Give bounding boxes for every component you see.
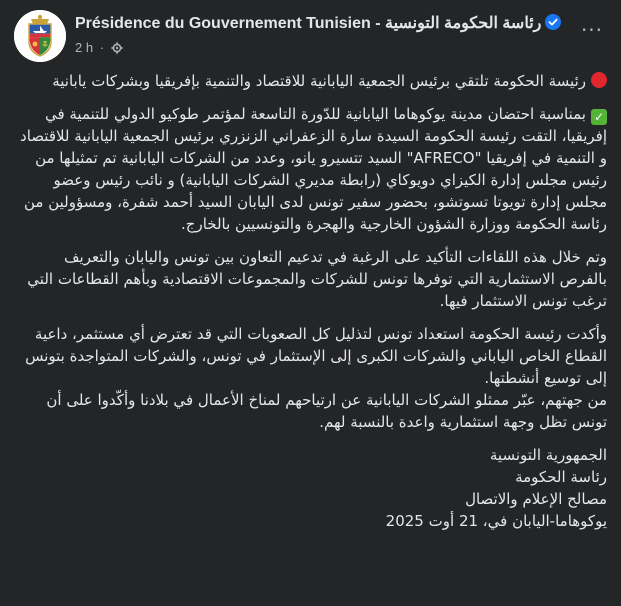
meta-separator: · xyxy=(99,40,105,56)
post-content xyxy=(16,70,607,532)
paragraph-3-line-2: من جهتهم، عبّر ممثلو الشركات اليابانية عن ارتياحهم لمناخ الأعمال في بلادنا وأكّدوا على أن تونس تظل وجهة استثمارية واعدة بالنسبة لهم. xyxy=(46,391,607,431)
page-avatar[interactable] xyxy=(14,10,66,62)
verified-badge-icon xyxy=(545,14,561,30)
paragraph-1 xyxy=(16,103,607,235)
post-title xyxy=(16,70,607,92)
post-meta xyxy=(75,39,123,57)
audience-gear-icon[interactable] xyxy=(111,42,123,54)
more-options-button[interactable]: ··· xyxy=(580,18,604,42)
signature-line-2: رئاسة الحكومة xyxy=(515,468,607,486)
post-title-text: رئيسة الحكومة تلتقي برئيس الجمعية اليابانية للاقتصاد والتنمية بإفريقيا وبشركات يابانية xyxy=(52,72,586,90)
signature-line-1: الجمهورية التونسية xyxy=(489,446,607,464)
signature-line-4: يوكوهاما-اليابان في، 21 أوت 2025 xyxy=(385,512,607,530)
paragraph-1-text: بمناسبة احتضان مدينة يوكوهاما اليابانية للدّورة التاسعة لمؤتمر طوكيو الدولي للتنمية في إفريقيا، التقت رئيسة الحكومة السيدة سارة الزعفراني الزنزري برئيس الجمعية اليابانية للاقتصاد و التنمية في إفريقيا "AFRECO" السيد تتسيرو يانو، وعدد من الشركات اليابانية تم تمثيلها من رئيس مجلس إدارة الكيزاي دويوكاي (رابطة مديري الشركات اليابانية) و نائب رئيس وعضو مجلس إدارة تويوتا تسوتشو، بحضور سفير تونس لدى اليابان السيد أحمد شفرة، ومسؤولين من رئاسة الحكومة ووزارة الشؤون الخارجية والهجرة والتونسيين بالخارج. xyxy=(20,105,607,233)
check-mark-icon: ✓ xyxy=(591,109,607,125)
post-timestamp[interactable]: 2 h xyxy=(75,40,94,56)
paragraph-2-text: وتم خلال هذه اللقاءات التأكيد على الرغبة في تدعيم التعاون بين تونس واليابان والتعريف بالفرص الاستثمارية التي توفرها تونس للشركات والمجموعات الاقتصادية وبأهم القطاعات التي ترغب تونس الاستثمار فيها. xyxy=(27,248,607,310)
signature-line-3: مصالح الإعلام والاتصال xyxy=(465,490,607,508)
tunisia-coat-of-arms-icon xyxy=(14,10,66,62)
paragraph-3 xyxy=(16,323,607,433)
paragraph-3-line-1: وأكدت رئيسة الحكومة استعداد تونس لتذليل كل الصعوبات التي قد تعترض أي مستثمر، داعية القطاع الخاص الياباني والشركات الكبرى إلى الإستثمار في تونس، والشركات المتواجدة بتونس إلى توسيع أنشطتها. xyxy=(25,325,607,387)
page-name-row xyxy=(75,13,605,35)
signature-block xyxy=(16,444,607,532)
page-name-link[interactable]: Présidence du Gouvernement Tunisien - رئاسة الحكومة التونسية xyxy=(75,15,542,32)
post-header xyxy=(14,10,607,62)
paragraph-2 xyxy=(16,246,607,312)
red-circle-icon xyxy=(591,72,607,88)
